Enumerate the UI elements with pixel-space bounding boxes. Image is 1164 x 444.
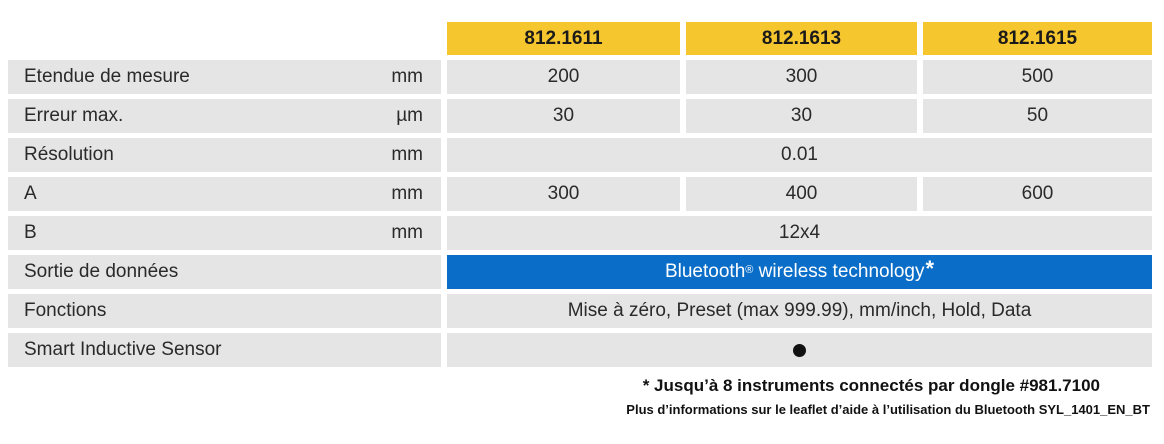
- row-label-etendue: [8, 60, 441, 94]
- row-unit: mm: [391, 66, 423, 87]
- row-label-text: Fonctions: [24, 300, 107, 321]
- row-label-b: [8, 216, 441, 250]
- table-cell: 50: [923, 99, 1152, 133]
- bluetooth-text: Bluetooth: [664, 261, 746, 282]
- row-label-text: A: [24, 183, 37, 204]
- row-label-sortie: [8, 255, 441, 289]
- row-label-text: Smart Inductive Sensor: [24, 339, 222, 360]
- row-label-resolution: [8, 138, 441, 172]
- footnote-dongle: * Jusqu’à 8 instruments connectés par dongle #981.7100: [642, 376, 1100, 395]
- spec-table: [8, 22, 1152, 367]
- table-cell-merged: 12x4: [447, 216, 1152, 250]
- table-cell: 300: [686, 60, 917, 94]
- table-cell: 500: [923, 60, 1152, 94]
- filled-circle-icon: [793, 344, 806, 357]
- table-cell-merged: 0.01: [447, 138, 1152, 172]
- model-header-3: 812.1615: [923, 22, 1152, 55]
- bluetooth-suffix: wireless technology: [753, 261, 925, 282]
- row-unit: µm: [396, 105, 423, 126]
- bluetooth-cell: [447, 255, 1152, 289]
- row-label-fonctions: [8, 294, 441, 328]
- row-label-text: B: [24, 222, 37, 243]
- row-label-text: Résolution: [24, 144, 114, 165]
- footnote-leaflet: Plus d’informations sur le leaflet d’aide à l’utilisation du Bluetooth SYL_1401_EN_BT: [626, 402, 1150, 417]
- table-cell: 30: [686, 99, 917, 133]
- header-blank: [8, 22, 441, 55]
- row-unit: mm: [391, 144, 423, 165]
- row-unit: mm: [391, 222, 423, 243]
- table-cell: 30: [447, 99, 680, 133]
- model-header-1: 812.1611: [447, 22, 680, 55]
- row-label-sensor: [8, 333, 441, 367]
- table-cell-merged: [447, 333, 1152, 367]
- row-unit: mm: [391, 183, 423, 204]
- row-label-a: [8, 177, 441, 211]
- row-label-text: Etendue de mesure: [24, 66, 190, 87]
- table-cell: 300: [447, 177, 680, 211]
- model-header-2: 812.1613: [686, 22, 917, 55]
- row-label-erreur: [8, 99, 441, 133]
- row-label-text: Sortie de données: [24, 261, 179, 282]
- registered-mark: ®: [745, 264, 754, 276]
- row-label-text: Erreur max.: [24, 105, 124, 126]
- table-cell-merged: Mise à zéro, Preset (max 999.99), mm/inch, Hold, Data: [447, 294, 1152, 328]
- table-cell: 600: [923, 177, 1152, 211]
- table-cell: 200: [447, 60, 680, 94]
- table-cell: 400: [686, 177, 917, 211]
- footnote-star: *: [925, 256, 935, 281]
